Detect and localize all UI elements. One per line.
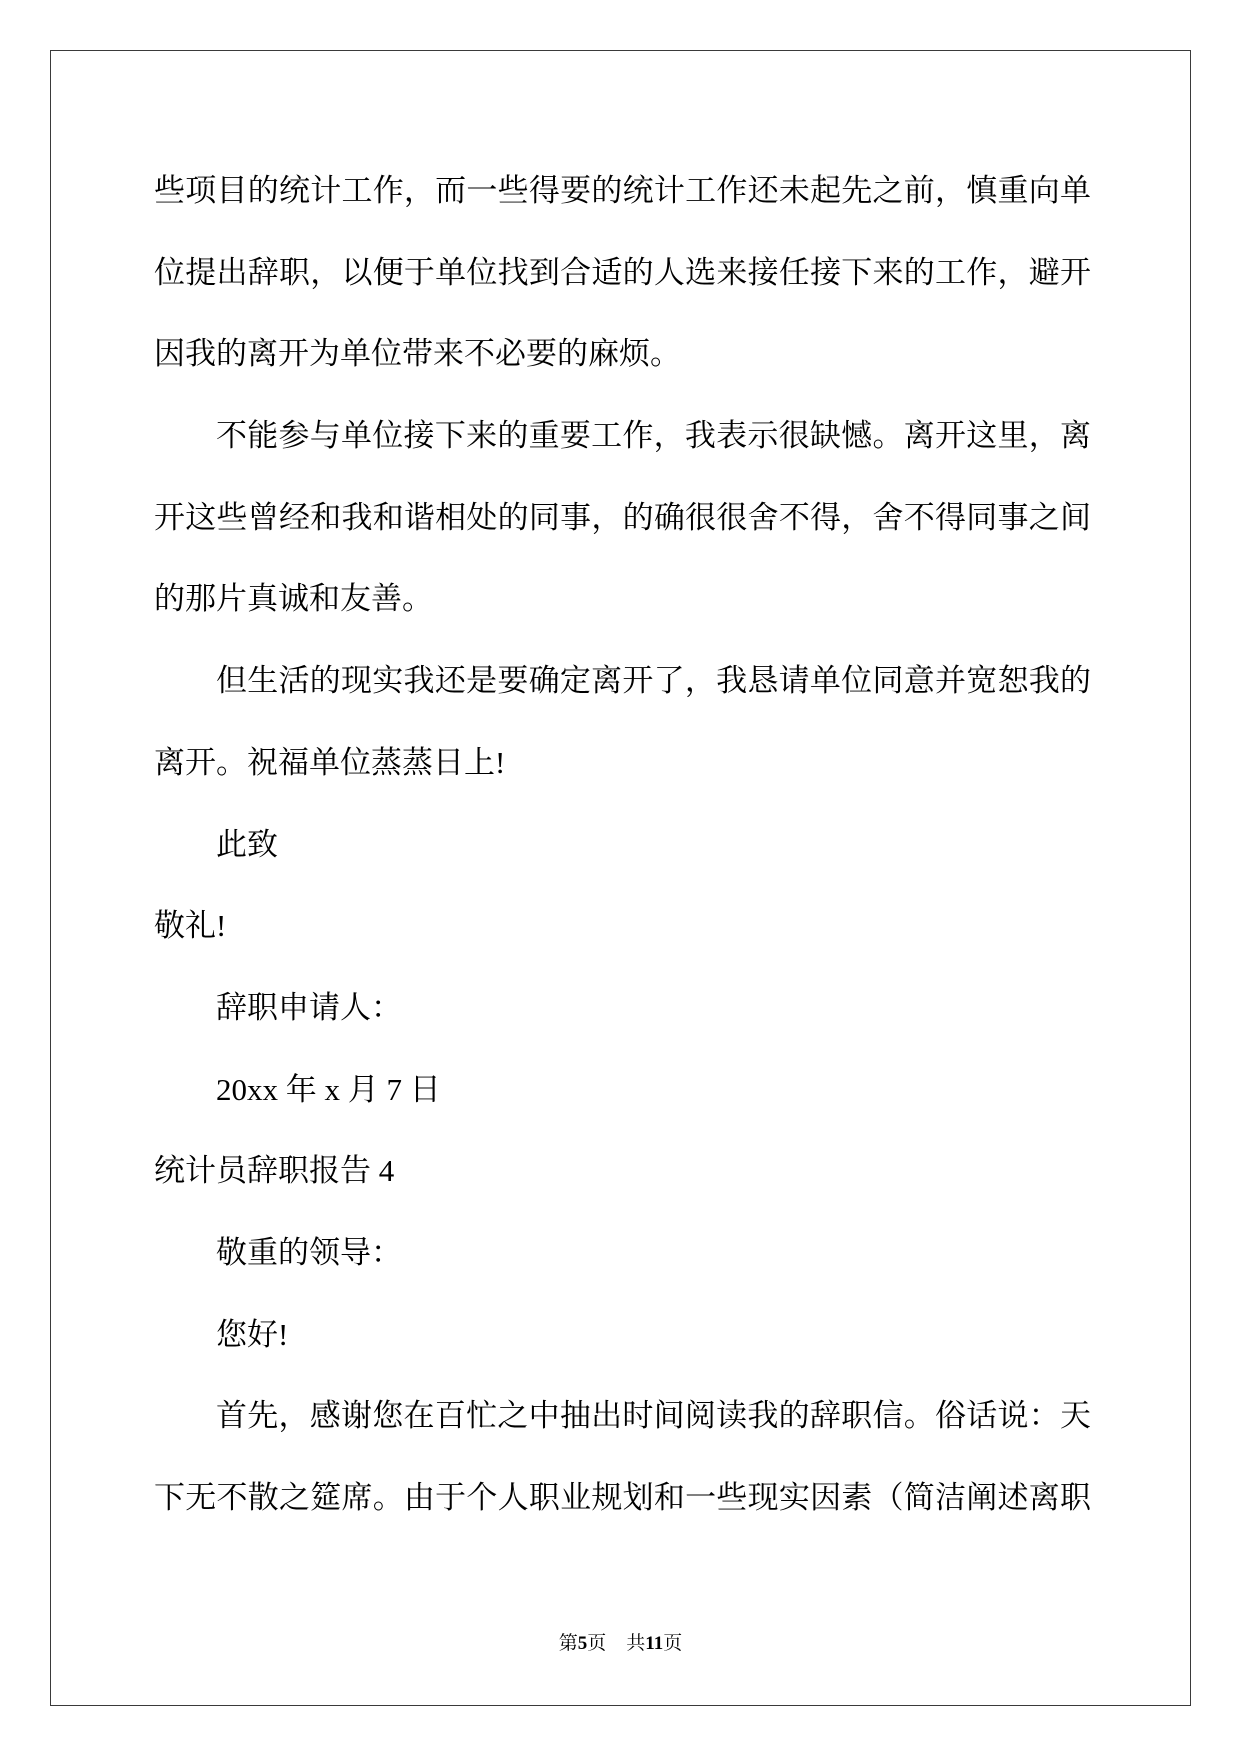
greeting	[154, 1294, 1091, 1376]
paragraph-continued	[154, 150, 1091, 395]
text-line: 不能参与单位接下来的重要工作，我表示很缺憾。离开这里，离	[216, 418, 1091, 454]
paragraph	[154, 640, 1091, 803]
text-line: 但生活的现实我还是要确定离开了，我恳请单位同意并宽恕我的	[216, 663, 1091, 699]
text-line: 些项目的统计工作，而一些得要的统计工作还未起先之前，慎重向单	[154, 173, 1091, 208]
text-line: 20xx 年 x 月 7 日	[216, 1071, 441, 1107]
closing-regards	[154, 885, 1091, 967]
paragraph	[154, 1375, 1091, 1538]
text-line: 此致	[216, 826, 278, 862]
page-prefix: 第	[558, 1633, 578, 1654]
text-line: 下无不散之筵席。由于个人职业规划和一些现实因素（简洁阐述离职	[154, 1480, 1091, 1515]
total-pages: 11	[645, 1633, 664, 1654]
text-line: 敬礼!	[154, 908, 227, 944]
total-pages-indicator	[626, 1633, 682, 1654]
total-suffix: 页	[663, 1633, 683, 1654]
signature-label	[154, 967, 1091, 1049]
text-line: 首先，感谢您在百忙之中抽出时间阅读我的辞职信。俗话说：天	[216, 1398, 1091, 1434]
page-indicator	[559, 1633, 607, 1654]
total-prefix: 共	[626, 1633, 646, 1654]
section-title	[154, 1130, 1091, 1212]
page-number: 5	[577, 1633, 588, 1654]
text-line: 位提出辞职，以便于单位找到合适的人选来接任接下来的工作，避开	[154, 254, 1091, 290]
text-line: 辞职申请人：	[216, 989, 402, 1025]
text-line: 因我的离开为单位带来不必要的麻烦。	[154, 336, 681, 372]
letter-date	[154, 1049, 1091, 1131]
text-line: 的那片真诚和友善。	[154, 581, 433, 617]
text-line: 统计员辞职报告 4	[154, 1153, 395, 1189]
paragraph	[154, 395, 1091, 640]
greeting-recipient	[154, 1212, 1091, 1294]
page-suffix: 页	[587, 1633, 607, 1654]
text-line: 敬重的领导：	[216, 1234, 402, 1270]
closing-salutation	[154, 804, 1091, 886]
text-line: 开这些曾经和我和谐相处的同事，的确很很舍不得，舍不得同事之间	[154, 499, 1091, 535]
page-footer	[0, 1630, 1241, 1658]
document-body	[154, 150, 1091, 1539]
text-line: 您好!	[216, 1316, 289, 1352]
text-line: 离开。祝福单位蒸蒸日上!	[154, 744, 506, 780]
